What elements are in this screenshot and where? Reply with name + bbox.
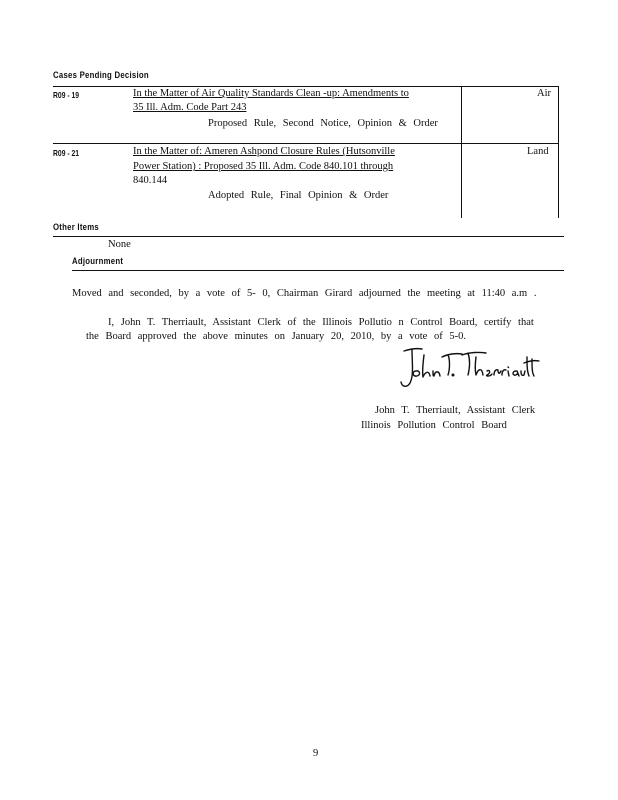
case-title-line: 35 Ill. Adm. Code Part 243: [133, 102, 247, 113]
case-title-line: In the Matter of Air Quality Standards Clean -up: Amendments to: [133, 88, 409, 99]
case-title-line: Power Station) : Proposed 35 Ill. Adm. Code 840.101 through: [133, 161, 394, 172]
section-rule: [72, 270, 564, 271]
section-rule: [53, 236, 564, 237]
handwritten-signature: [398, 345, 540, 391]
section-heading-cases-pending: Cases Pending Decision: [53, 70, 149, 81]
case-media: Land: [527, 146, 549, 157]
case-docket-number: R09 - 19: [53, 90, 80, 100]
certification-line: the Board approved the above minutes on January 20, 2010, by a vote of 5-0.: [86, 331, 466, 342]
certification-line: I, John T. Therriault, Assistant Clerk of the Illinois Pollutio n Control Board, certify that: [108, 317, 534, 328]
section-heading-other-items: Other Items: [53, 222, 99, 233]
case-action: Proposed Rule, Second Notice, Opinion & Order: [208, 118, 438, 129]
case-action: Adopted Rule, Final Opinion & Order: [208, 190, 389, 201]
case-title-line: 840.144: [133, 175, 168, 186]
other-items-text: None: [108, 239, 131, 250]
table-right-border: [558, 86, 559, 218]
table-row-divider: [53, 143, 559, 144]
adjournment-paragraph: Moved and seconded, by a vote of 5- 0, Chairman Girard adjourned the meeting at 11:40 a.m .: [72, 288, 537, 299]
case-docket-number: R09 - 21: [53, 148, 80, 158]
table-top-border: [53, 86, 559, 87]
signer-name: John T. Therriault, Assistant Clerk: [375, 405, 536, 416]
page-number: 9: [313, 748, 319, 759]
signer-organization: Illinois Pollution Control Board: [361, 420, 507, 431]
case-media: Air: [537, 88, 551, 99]
table-column-divider: [461, 86, 462, 218]
case-title-line: In the Matter of: Ameren Ashpond Closure Rules (Hutsonville: [133, 146, 395, 157]
section-heading-adjournment: Adjournment: [72, 256, 124, 267]
